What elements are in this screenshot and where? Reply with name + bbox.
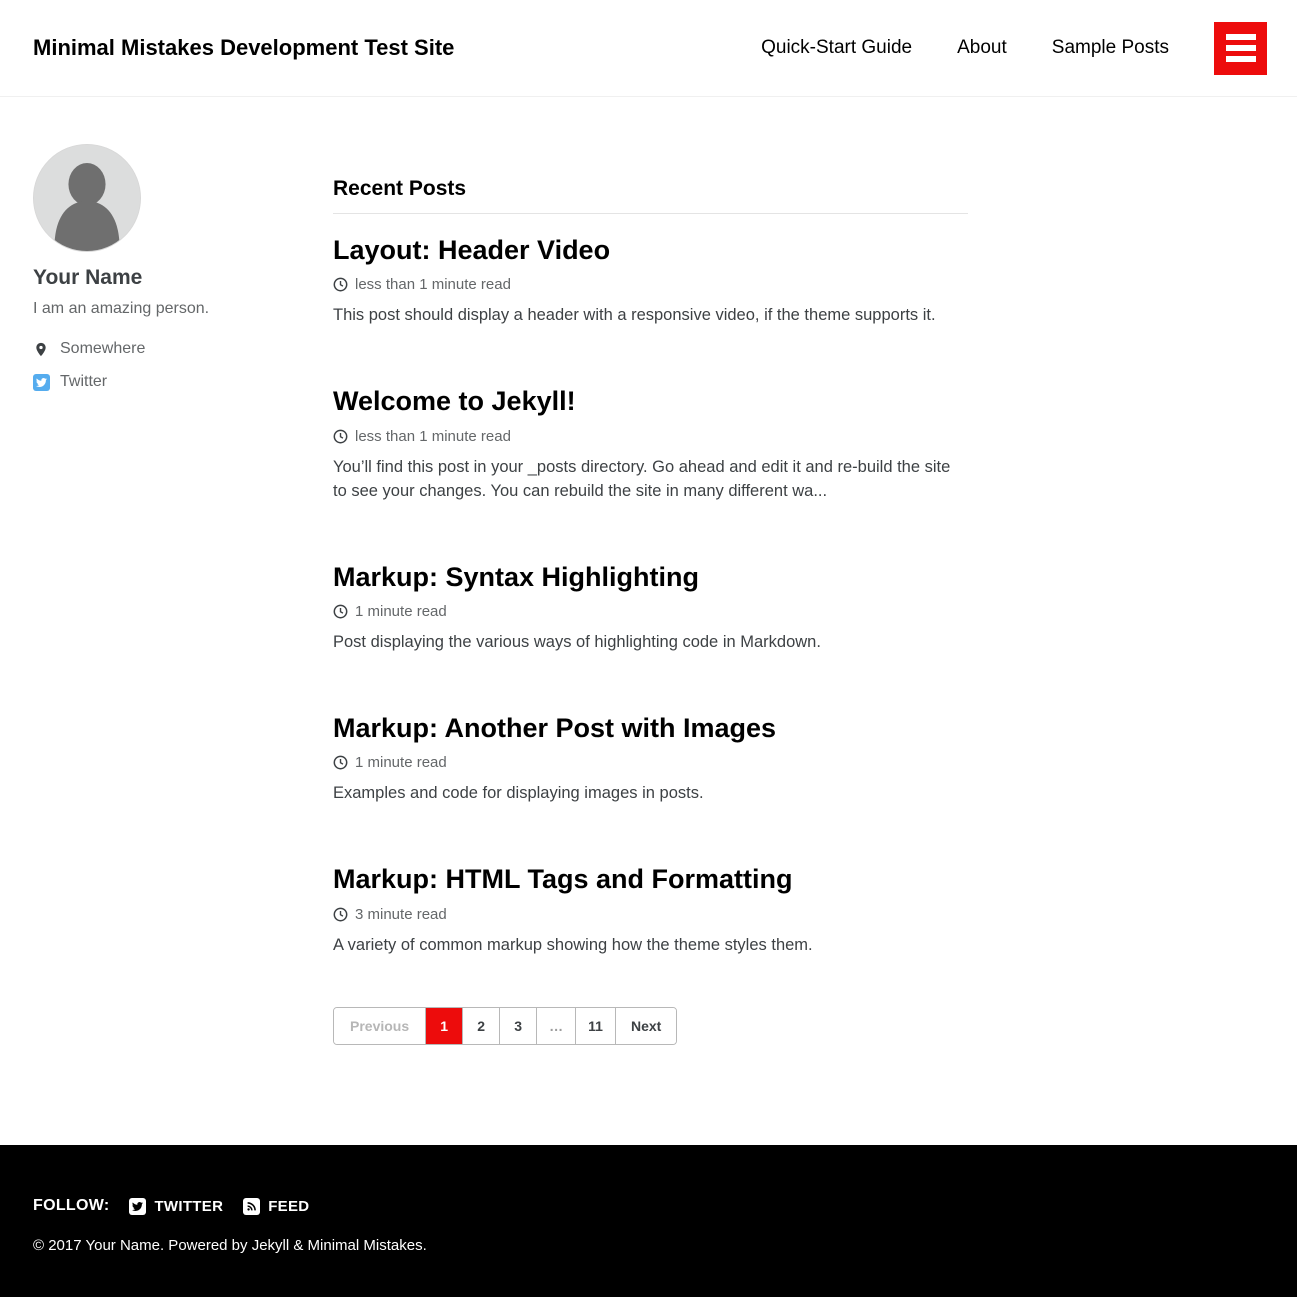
read-time: 1 minute read: [355, 754, 447, 772]
author-name: Your Name: [33, 266, 143, 289]
pagination-page-1-current: 1: [426, 1008, 463, 1044]
masthead: [0, 0, 1297, 97]
post-title-link[interactable]: Markup: Another Post with Images: [333, 713, 777, 744]
nav-item-quick-start-guide[interactable]: Quick-Start Guide: [761, 37, 913, 58]
author-sidebar: [33, 144, 333, 1145]
footer-twitter-link[interactable]: [129, 1198, 223, 1215]
footer-follow-row: [33, 1197, 1264, 1215]
copyright-suffix: .: [422, 1237, 427, 1254]
pagination-ellipsis: …: [537, 1008, 576, 1044]
post-title-link[interactable]: Layout: Header Video: [333, 235, 611, 265]
pagination-page-11-button[interactable]: 11: [576, 1008, 616, 1044]
post-meta: [333, 428, 968, 445]
post-title-link[interactable]: Welcome to Jekyll!: [333, 386, 576, 417]
read-time: 3 minute read: [355, 905, 447, 923]
pagination: [333, 1007, 677, 1045]
twitter-square-icon: [129, 1198, 146, 1215]
masthead-nav: [716, 22, 1267, 75]
clock-icon: [333, 755, 348, 770]
read-time: 1 minute read: [355, 603, 447, 621]
site-title-link[interactable]: Minimal Mistakes Development Test Site: [33, 35, 455, 60]
author-bio: I am an amazing person.: [33, 300, 210, 317]
twitter-square-icon: [33, 374, 50, 391]
person-silhouette-icon: [34, 145, 140, 251]
author-twitter[interactable]: [33, 373, 333, 391]
post-meta: [333, 603, 968, 620]
follow-label: FOLLOW:: [33, 1197, 110, 1214]
post-title-link[interactable]: Markup: Syntax Highlighting: [333, 561, 700, 592]
post-excerpt: Examples and code for displaying images in posts.: [333, 784, 704, 803]
site-footer: [0, 1145, 1297, 1297]
post-excerpt: Post displaying the various ways of highlighting code in Markdown.: [333, 633, 821, 652]
pagination-page-3-button[interactable]: 3: [500, 1008, 537, 1044]
clock-icon: [333, 604, 348, 619]
menu-toggle-button[interactable]: [1214, 22, 1267, 75]
author-links: [33, 340, 333, 391]
clock-icon: [333, 907, 348, 922]
minimal-mistakes-link[interactable]: Minimal Mistakes: [307, 1237, 423, 1254]
copyright-text: © 2017 Your Name. Powered by: [33, 1237, 252, 1254]
author-location: [33, 340, 333, 358]
post-excerpt: This post should display a header with a responsive video, if the theme supports it.: [333, 306, 936, 325]
nav-item-about[interactable]: About: [957, 37, 1007, 58]
post-excerpt: A variety of common markup showing how the theme styles them.: [333, 935, 813, 954]
post-item: [333, 865, 968, 956]
clock-icon: [333, 429, 348, 444]
post-meta: [333, 276, 968, 293]
twitter-label[interactable]: Twitter: [60, 373, 108, 390]
post-title-link[interactable]: Markup: HTML Tags and Formatting: [333, 864, 793, 895]
read-time: less than 1 minute read: [355, 427, 511, 445]
footer-copyright: [33, 1237, 1264, 1254]
post-meta: [333, 906, 968, 923]
copyright-separator: &: [289, 1237, 308, 1254]
main-content: [333, 144, 968, 1145]
avatar: [33, 144, 141, 252]
nav-item-sample-posts[interactable]: Sample Posts: [1051, 37, 1169, 58]
jekyll-link[interactable]: Jekyll: [251, 1237, 290, 1254]
post-excerpt: You’ll find this post in your _posts directory. Go ahead and edit it and re-build the site to see your changes. You can rebuild the site in many different wa...: [333, 457, 951, 500]
pagination-previous-button: Previous: [334, 1008, 426, 1044]
pagination-page-2-button[interactable]: 2: [463, 1008, 500, 1044]
post-item: [333, 563, 968, 654]
post-meta: [333, 754, 968, 771]
rss-square-icon: [243, 1198, 260, 1215]
clock-icon: [333, 277, 348, 292]
post-item: [333, 387, 968, 502]
read-time: less than 1 minute read: [355, 276, 511, 294]
post-item: [333, 714, 968, 805]
footer-feed-label[interactable]: FEED: [268, 1197, 310, 1215]
recent-posts-heading: Recent Posts: [333, 177, 968, 214]
location-label: Somewhere: [60, 340, 146, 357]
footer-twitter-label[interactable]: TWITTER: [154, 1197, 224, 1215]
location-pin-icon: [33, 341, 50, 358]
pagination-next-button[interactable]: Next: [616, 1008, 676, 1044]
post-item: [333, 236, 968, 327]
footer-feed-link[interactable]: [243, 1198, 309, 1215]
page-layout: [0, 97, 1297, 1145]
